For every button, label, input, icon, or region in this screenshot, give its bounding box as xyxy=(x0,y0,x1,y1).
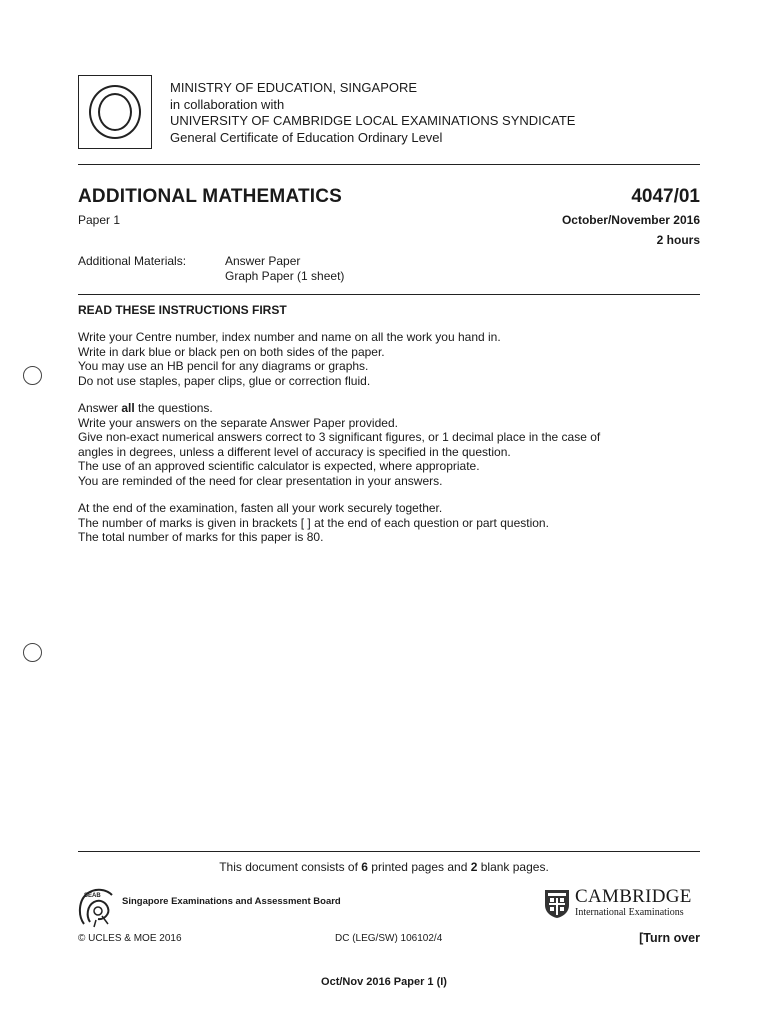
seab-logo xyxy=(76,886,120,930)
instructions-block-3 xyxy=(78,501,549,545)
material-item: Answer Paper xyxy=(225,254,301,268)
o-level-logo xyxy=(78,75,152,149)
divider-top xyxy=(78,164,700,165)
punch-hole xyxy=(23,643,42,662)
note-text: printed pages and xyxy=(367,860,471,874)
instruction-text: Answer xyxy=(78,401,122,415)
instruction-line: Give non-exact numerical answers correct to 3 significant figures, or 1 decimal place in the case of xyxy=(78,430,601,445)
materials-label: Additional Materials: xyxy=(78,254,187,268)
instruction-line xyxy=(78,401,600,416)
instruction-line: At the end of the examination, fasten all your work securely together. xyxy=(78,501,443,515)
header-line: General Certificate of Education Ordinary Level xyxy=(170,129,443,145)
seab-name: Singapore Examinations and Assessment Board xyxy=(122,896,341,907)
cambridge-shield-logo xyxy=(544,889,570,919)
page-count-note xyxy=(0,860,768,874)
cambridge-wordmark: CAMBRIDGE xyxy=(575,886,692,907)
exam-duration: 2 hours xyxy=(656,233,700,247)
instruction-text: the questions. xyxy=(134,401,213,415)
divider-footer xyxy=(78,851,700,852)
materials-list xyxy=(225,254,344,284)
copyright-notice: © UCLES & MOE 2016 xyxy=(78,933,182,944)
document-code: DC (LEG/SW) 106102/4 xyxy=(335,933,443,944)
instruction-line: Write your Centre number, index number and name on all the work you hand in. xyxy=(78,330,501,344)
paper-reference: Oct/Nov 2016 Paper 1 (I) xyxy=(321,976,447,988)
blank-page-count: 2 xyxy=(470,860,478,874)
header-line: in collaboration with xyxy=(170,96,285,112)
punch-hole xyxy=(23,366,42,385)
instructions-heading: READ THESE INSTRUCTIONS FIRST xyxy=(78,303,287,317)
logo-inner-ring xyxy=(98,93,132,131)
note-text: blank pages. xyxy=(477,860,549,874)
paper-number: Paper 1 xyxy=(78,213,121,227)
exam-session: October/November 2016 xyxy=(561,213,700,227)
instructions-block-1 xyxy=(78,330,501,388)
material-item: Graph Paper (1 sheet) xyxy=(225,269,345,283)
header-line: UNIVERSITY OF CAMBRIDGE LOCAL EXAMINATIONS SYNDICATE xyxy=(170,113,576,128)
turn-over-label: [Turn over xyxy=(639,931,700,945)
instruction-line: angles in degrees, unless a different level of accuracy is specified in the question. xyxy=(78,444,511,459)
issuer-header xyxy=(170,80,575,146)
instruction-line: The use of an approved scientific calculator is expected, where appropriate. xyxy=(78,459,480,474)
syllabus-code: 4047/01 xyxy=(631,186,700,207)
header-line: MINISTRY OF EDUCATION, SINGAPORE xyxy=(170,80,418,95)
printed-page-count: 6 xyxy=(361,860,368,874)
instruction-line: The total number of marks for this paper is 80. xyxy=(78,530,324,545)
instruction-line: You are reminded of the need for clear presentation in your answers. xyxy=(78,473,443,488)
subject-title: ADDITIONAL MATHEMATICS xyxy=(78,186,343,207)
instruction-line: Write in dark blue or black pen on both sides of the paper. xyxy=(78,344,385,359)
cambridge-subtitle: International Examinations xyxy=(575,907,684,918)
instruction-line: You may use an HB pencil for any diagrams or graphs. xyxy=(78,359,369,374)
divider-instructions xyxy=(78,294,700,295)
instruction-emphasis: all xyxy=(121,401,135,415)
note-text: This document consists of xyxy=(219,860,362,874)
seab-logo-text: SEAB xyxy=(84,893,101,899)
instruction-line: Write your answers on the separate Answer Paper provided. xyxy=(78,415,398,430)
instructions-block-2 xyxy=(78,401,600,489)
instruction-line: The number of marks is given in brackets [ ] at the end of each question or part question. xyxy=(78,515,549,530)
instruction-line: Do not use staples, paper clips, glue or correction fluid. xyxy=(78,373,371,388)
